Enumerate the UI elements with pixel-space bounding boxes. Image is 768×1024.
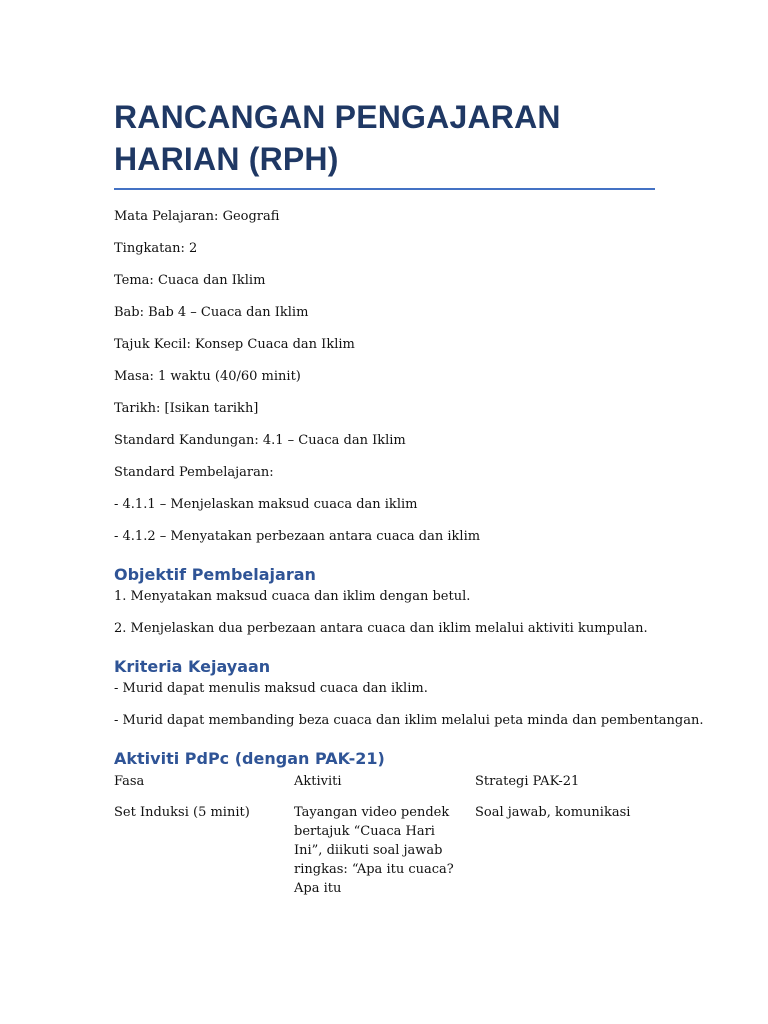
meta-standard-item: - 4.1.1 – Menjelaskan maksud cuaca dan iklim bbox=[114, 497, 418, 512]
objectives-heading: Objektif Pembelajaran bbox=[114, 565, 316, 584]
document-title: RANCANGAN PENGAJARAN HARIAN (RPH) bbox=[114, 99, 561, 177]
table-cell-activity: Tayangan video pendek bertajuk “Cuaca Hari Ini”, diikuti soal jawab ringkas: “Apa itu cuaca? Apa itu bbox=[294, 805, 454, 896]
activities-table bbox=[114, 772, 654, 898]
table-header-label: Aktiviti bbox=[294, 774, 342, 789]
metadata-section bbox=[114, 208, 654, 546]
table-cell-phase: Set Induksi (5 minit) bbox=[114, 805, 250, 820]
table-header-label: Strategi PAK-21 bbox=[475, 774, 580, 789]
meta-standard-item: - 4.1.2 – Menyatakan perbezaan antara cuaca dan iklim bbox=[114, 529, 481, 544]
meta-subtopic: Tajuk Kecil: Konsep Cuaca dan Iklim bbox=[114, 337, 355, 352]
meta-duration: Masa: 1 waktu (40/60 minit) bbox=[114, 369, 301, 384]
meta-content-standard: Standard Kandungan: 4.1 – Cuaca dan Iklim bbox=[114, 433, 406, 448]
meta-learning-standard: Standard Pembelajaran: bbox=[114, 465, 274, 480]
table-header-label: Fasa bbox=[114, 774, 145, 789]
table-cell-strategy: Soal jawab, komunikasi bbox=[475, 805, 631, 820]
objective-item: 2. Menjelaskan dua perbezaan antara cuaca dan iklim melalui aktiviti kumpulan. bbox=[114, 621, 648, 636]
meta-subject: Mata Pelajaran: Geografi bbox=[114, 209, 280, 224]
criteria-item: - Murid dapat membanding beza cuaca dan iklim melalui peta minda dan pembentangan. bbox=[114, 713, 704, 728]
criteria-item: - Murid dapat menulis maksud cuaca dan iklim. bbox=[114, 681, 428, 696]
table-header-activity bbox=[294, 772, 475, 803]
table-header-phase bbox=[114, 772, 294, 803]
meta-date: Tarikh: [Isikan tarikh] bbox=[114, 401, 259, 416]
table-header-strategy bbox=[475, 772, 655, 803]
title-underline bbox=[114, 188, 655, 190]
meta-chapter: Bab: Bab 4 – Cuaca dan Iklim bbox=[114, 305, 309, 320]
objective-item: 1. Menyatakan maksud cuaca dan iklim dengan betul. bbox=[114, 589, 471, 604]
meta-theme: Tema: Cuaca dan Iklim bbox=[114, 273, 266, 288]
success-criteria-heading: Kriteria Kejayaan bbox=[114, 657, 271, 676]
activities-heading: Aktiviti PdPc (dengan PAK-21) bbox=[114, 749, 385, 768]
meta-form: Tingkatan: 2 bbox=[114, 241, 198, 256]
